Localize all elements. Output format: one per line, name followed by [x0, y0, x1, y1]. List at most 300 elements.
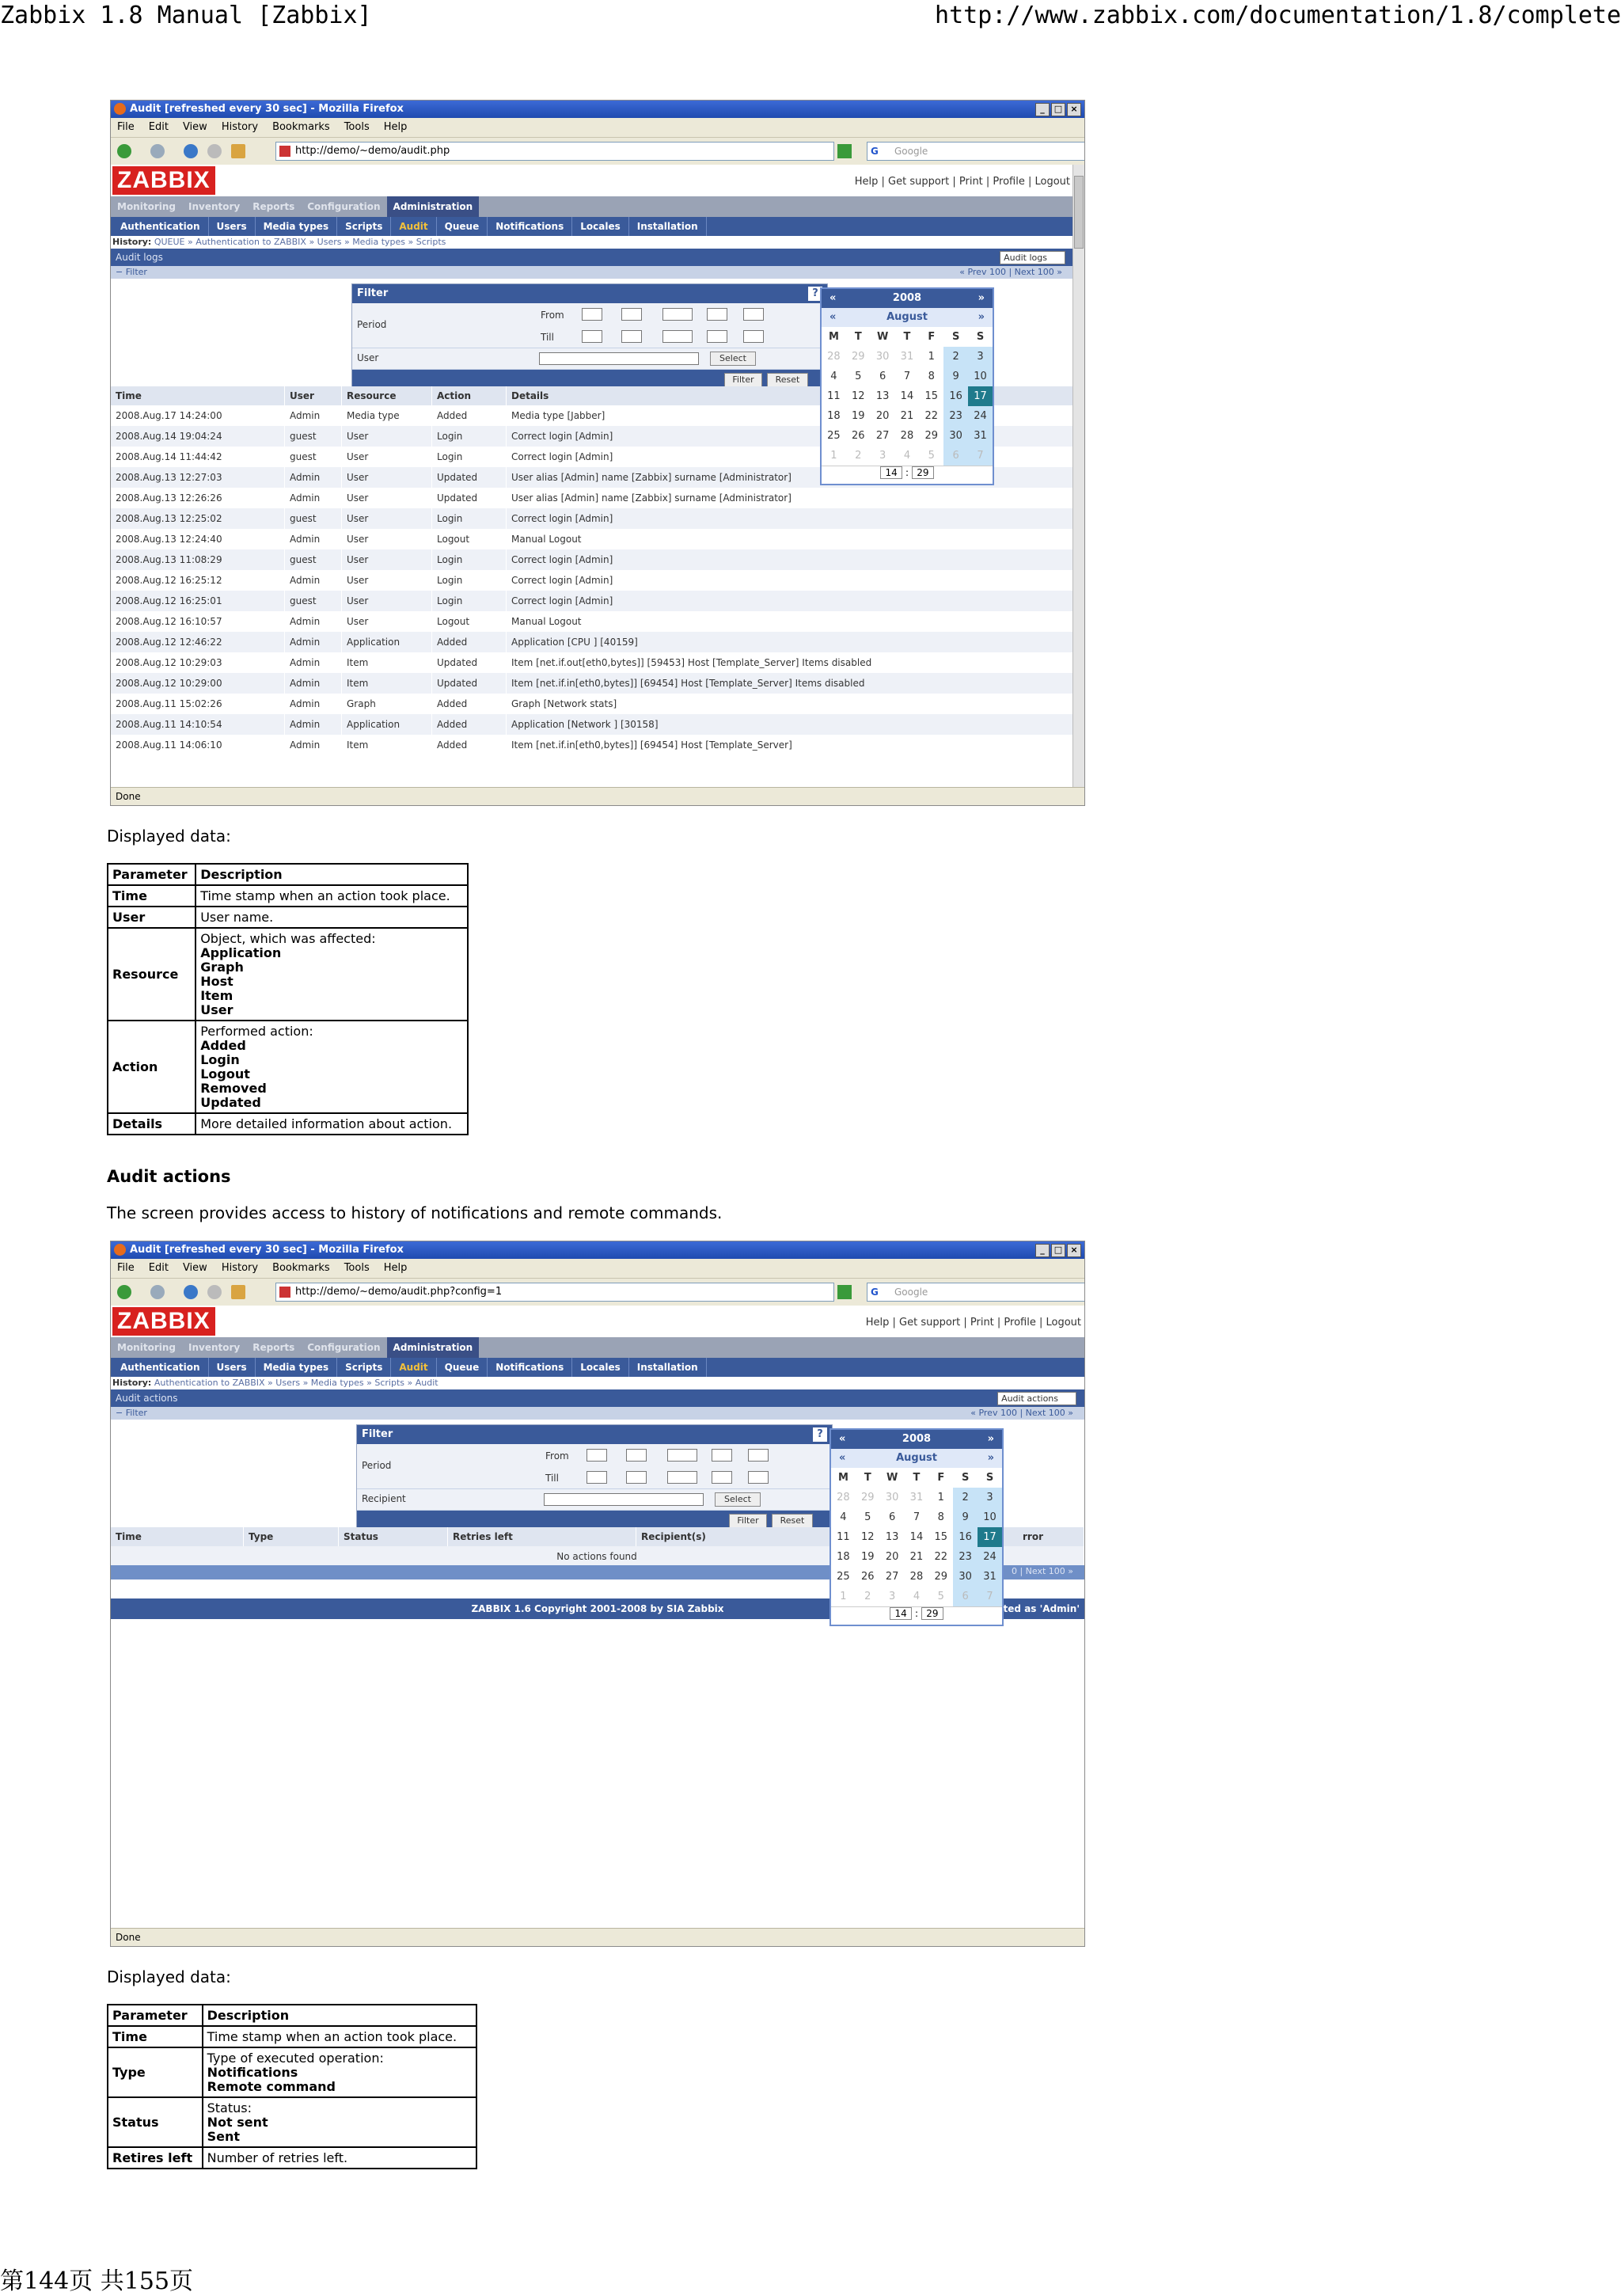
- cell-resource: User: [342, 488, 432, 508]
- from-year-input[interactable]: [667, 1449, 697, 1462]
- calendar-day[interactable]: 6: [943, 446, 968, 466]
- tab-reports[interactable]: Reports: [252, 1342, 295, 1353]
- tab-monitoring[interactable]: Monitoring: [117, 1342, 176, 1353]
- cell-user: guest: [285, 426, 342, 447]
- section-select[interactable]: Audit logs: [1000, 251, 1065, 264]
- cell-time: 2008.Aug.13 12:27:03: [111, 467, 285, 488]
- browser-menubar: [111, 118, 1084, 138]
- from-minute-input[interactable]: [743, 308, 764, 321]
- calendar-day[interactable]: 14: [900, 390, 914, 402]
- from-minute-input[interactable]: [748, 1449, 769, 1462]
- main-menu: [111, 196, 1073, 217]
- maximize-button[interactable]: □: [1051, 103, 1065, 116]
- calendar-day[interactable]: 27: [875, 430, 890, 442]
- cell-time: 2008.Aug.14 11:44:42: [111, 447, 285, 467]
- minimize-button[interactable]: _: [1035, 1244, 1050, 1257]
- back-icon[interactable]: [117, 1285, 131, 1299]
- close-button[interactable]: ×: [1067, 1244, 1081, 1257]
- calendar-day[interactable]: 28: [827, 351, 841, 363]
- filter-toggle[interactable]: − Filter: [116, 1408, 147, 1418]
- till-minute-input[interactable]: [743, 330, 764, 343]
- go-icon[interactable]: [837, 1285, 852, 1299]
- calendar-day[interactable]: 2: [855, 450, 862, 462]
- page-header-title: Zabbix 1.8 Manual [Zabbix]: [0, 2, 372, 29]
- calendar-day[interactable]: 4: [840, 1511, 847, 1523]
- reset-button[interactable]: Reset: [767, 373, 808, 387]
- till-minute-input[interactable]: [748, 1471, 769, 1484]
- calendar-day[interactable]: 25: [827, 430, 841, 442]
- calendar-day[interactable]: 5: [864, 1511, 871, 1523]
- calendar-day[interactable]: 12: [851, 390, 865, 402]
- forward-icon[interactable]: [150, 144, 165, 158]
- param-header: Parameter: [108, 864, 196, 885]
- menu-file[interactable]: File: [117, 1262, 135, 1274]
- tab-inventory[interactable]: Inventory: [188, 201, 241, 212]
- select-button[interactable]: Select: [715, 1492, 761, 1507]
- calendar-day[interactable]: 9: [943, 367, 968, 386]
- cell-action: Login: [432, 426, 507, 447]
- cell-details: Correct login [Admin]: [507, 426, 1073, 447]
- calendar-time: 14 : 29: [831, 1606, 1002, 1625]
- calendar-day[interactable]: 6: [879, 371, 886, 382]
- status-bar: Done: [111, 1928, 1084, 1946]
- subtab-installation[interactable]: Installation: [629, 217, 707, 236]
- calendar-day[interactable]: 28: [837, 1492, 850, 1503]
- param-desc-list: [196, 1021, 468, 1113]
- param-option: User: [200, 1002, 233, 1017]
- table-row: [111, 529, 1073, 549]
- section-titlebar: [111, 249, 1073, 266]
- till-month-input[interactable]: [621, 330, 642, 343]
- subtab-scripts[interactable]: Scripts: [337, 1358, 391, 1377]
- till-day-input[interactable]: [587, 1471, 607, 1484]
- subtab-media-types[interactable]: Media types: [256, 1358, 338, 1377]
- calendar-day[interactable]: 27: [885, 1571, 899, 1583]
- calendar-time: 14 : 29: [822, 466, 993, 484]
- history-path[interactable]: Authentication to ZABBIX » Users » Media types » Scripts » Audit: [154, 1378, 438, 1388]
- cell-time: 2008.Aug.13 11:08:29: [111, 549, 285, 570]
- calendar-grid: [831, 1468, 1002, 1606]
- calendar-day[interactable]: 31: [909, 1492, 924, 1503]
- param-name: Status: [108, 2097, 203, 2147]
- home-icon[interactable]: [231, 1285, 245, 1299]
- cell-resource: User: [342, 591, 432, 611]
- param-option: Host: [200, 974, 233, 989]
- calendar-minute-input[interactable]: 29: [921, 1607, 943, 1620]
- calendar-day[interactable]: 2: [864, 1591, 871, 1602]
- cell-time: 2008.Aug.12 16:10:57: [111, 611, 285, 632]
- period-row: [357, 1444, 832, 1489]
- recipient-input[interactable]: [544, 1493, 704, 1506]
- maximize-button[interactable]: □: [1051, 1244, 1065, 1257]
- subtab-notifications[interactable]: Notifications: [488, 1358, 572, 1377]
- help-icon[interactable]: ?: [808, 287, 822, 301]
- page-content: [111, 1306, 1084, 1929]
- calendar-day[interactable]: 28: [909, 1571, 924, 1583]
- forward-icon[interactable]: [150, 1285, 165, 1299]
- calendar-day[interactable]: 28: [900, 430, 914, 442]
- subtab-audit[interactable]: Audit: [391, 1358, 436, 1377]
- menu-tools[interactable]: Tools: [344, 1262, 370, 1274]
- stop-icon[interactable]: [207, 1285, 222, 1299]
- section-select[interactable]: Audit actions: [997, 1392, 1076, 1405]
- stop-icon[interactable]: [207, 144, 222, 158]
- from-hour-input[interactable]: [707, 308, 727, 321]
- column-time[interactable]: Time: [111, 386, 285, 405]
- cell-time: 2008.Aug.11 15:02:26: [111, 694, 285, 714]
- calendar-hour-input[interactable]: 14: [880, 466, 902, 479]
- column-status: Status: [339, 1527, 448, 1546]
- header-links[interactable]: Help | Get support | Print | Profile | Logout: [865, 1317, 1081, 1329]
- calendar-day[interactable]: 15: [924, 390, 939, 402]
- calendar-day[interactable]: 13: [885, 1531, 899, 1543]
- subtab-users[interactable]: Users: [209, 217, 256, 236]
- subtab-notifications[interactable]: Notifications: [488, 217, 572, 236]
- calendar-day[interactable]: 24: [978, 1547, 1002, 1567]
- address-bar[interactable]: http://demo/~demo/audit.php?config=1: [275, 1283, 834, 1302]
- section-title: Audit logs: [116, 252, 163, 263]
- menu-help[interactable]: Help: [383, 121, 408, 133]
- help-icon[interactable]: ?: [813, 1427, 827, 1442]
- calendar-day[interactable]: 25: [837, 1571, 850, 1583]
- calendar-day[interactable]: 17: [978, 1527, 1002, 1547]
- subtab-authentication[interactable]: Authentication: [112, 1358, 209, 1377]
- from-month-input[interactable]: [621, 308, 642, 321]
- till-label: Till: [541, 332, 554, 343]
- prev-month-button[interactable]: «: [839, 1452, 846, 1464]
- cell-action: Added: [432, 714, 507, 735]
- calendar-day[interactable]: 4: [830, 371, 837, 382]
- pager[interactable]: « Prev 100 | Next 100 »: [959, 267, 1062, 277]
- till-hour-input[interactable]: [712, 1471, 732, 1484]
- cell-details: Application [Network ] [30158]: [507, 714, 1073, 735]
- calendar-day[interactable]: 21: [900, 410, 914, 422]
- subtab-media-types[interactable]: Media types: [256, 217, 338, 236]
- bottom-pager[interactable]: 0 | Next 100 »: [1011, 1566, 1073, 1576]
- column-time[interactable]: Time: [111, 1527, 244, 1546]
- go-icon[interactable]: [837, 144, 852, 158]
- column-user: User: [285, 386, 342, 405]
- cell-details: Correct login [Admin]: [507, 570, 1073, 591]
- vertical-scrollbar[interactable]: [1072, 165, 1084, 788]
- param-option: Logout: [200, 1066, 250, 1081]
- till-label: Till: [545, 1473, 559, 1484]
- calendar-year: 2008: [902, 1433, 932, 1445]
- history-label: History:: [112, 1378, 152, 1388]
- cell-time: 2008.Aug.17 14:24:00: [111, 405, 285, 426]
- calendar-day[interactable]: 8: [937, 1511, 944, 1523]
- calendar-day[interactable]: 24: [968, 406, 993, 426]
- from-day-input[interactable]: [582, 308, 602, 321]
- home-icon[interactable]: [231, 144, 245, 158]
- calendar-day[interactable]: 18: [837, 1551, 850, 1563]
- subtab-users[interactable]: Users: [209, 1358, 256, 1377]
- menu-view[interactable]: View: [182, 1262, 207, 1274]
- cell-action: Login: [432, 447, 507, 467]
- day-name: S: [951, 331, 960, 343]
- till-hour-input[interactable]: [707, 330, 727, 343]
- tab-monitoring[interactable]: Monitoring: [117, 201, 176, 212]
- user-input[interactable]: [539, 352, 699, 365]
- subtab-audit[interactable]: Audit: [391, 217, 436, 236]
- calendar-day[interactable]: 17: [968, 386, 993, 406]
- header-links[interactable]: Help | Get support | Print | Profile | Logout: [854, 176, 1070, 188]
- calendar-day[interactable]: 29: [924, 430, 939, 442]
- filter-toggle-bar: [111, 1407, 1084, 1420]
- filter-box: [356, 1424, 833, 1532]
- tab-reports[interactable]: Reports: [252, 201, 295, 212]
- column-resource: Resource: [342, 386, 432, 405]
- menu-tools[interactable]: Tools: [344, 121, 370, 133]
- from-month-input[interactable]: [626, 1449, 647, 1462]
- tab-configuration[interactable]: Configuration: [307, 1342, 381, 1353]
- calendar-hour-input[interactable]: 14: [890, 1607, 912, 1620]
- prev-year-button[interactable]: «: [829, 292, 837, 304]
- menu-file[interactable]: File: [117, 121, 135, 133]
- calendar-day[interactable]: 12: [860, 1531, 875, 1543]
- calendar-day[interactable]: 11: [827, 390, 841, 402]
- cell-user: Admin: [285, 632, 342, 652]
- calendar-day[interactable]: 1: [928, 351, 935, 363]
- filter-button[interactable]: Filter: [724, 373, 762, 387]
- window-titlebar: [111, 1241, 1084, 1259]
- calendar-day[interactable]: 11: [837, 1531, 850, 1543]
- param-desc: Type of executed operation:: [207, 2051, 384, 2066]
- calendar-day[interactable]: 7: [968, 446, 993, 466]
- table-row: [111, 488, 1073, 508]
- prev-year-button[interactable]: «: [839, 1433, 846, 1445]
- calendar-day[interactable]: 3: [879, 450, 886, 462]
- subtab-installation[interactable]: Installation: [629, 1358, 707, 1377]
- calendar-day[interactable]: 26: [860, 1571, 875, 1583]
- cell-time: 2008.Aug.13 12:24:40: [111, 529, 285, 549]
- calendar-day[interactable]: 14: [909, 1531, 924, 1543]
- day-name: S: [985, 1472, 994, 1484]
- calendar-day[interactable]: 10: [968, 367, 993, 386]
- subtab-locales[interactable]: Locales: [572, 1358, 629, 1377]
- tab-configuration[interactable]: Configuration: [307, 201, 381, 212]
- param-header: Parameter: [108, 2005, 203, 2026]
- calendar-day[interactable]: 6: [953, 1587, 978, 1606]
- prev-month-button[interactable]: «: [829, 311, 837, 323]
- from-year-input[interactable]: [662, 308, 693, 321]
- menu-bookmarks[interactable]: Bookmarks: [272, 121, 330, 133]
- calendar-day[interactable]: 3: [978, 1488, 1002, 1507]
- menu-history[interactable]: History: [221, 121, 259, 133]
- till-year-input[interactable]: [667, 1471, 697, 1484]
- calendar-day[interactable]: 7: [978, 1587, 1002, 1606]
- filter-toggle[interactable]: − Filter: [116, 267, 147, 277]
- calendar-day[interactable]: 7: [913, 1511, 921, 1523]
- calendar-day[interactable]: 3: [968, 347, 993, 367]
- cell-resource: Application: [342, 632, 432, 652]
- calendar-day[interactable]: 9: [953, 1507, 978, 1527]
- calendar-day[interactable]: 22: [934, 1551, 948, 1563]
- menu-history[interactable]: History: [221, 1262, 259, 1274]
- subtab-scripts[interactable]: Scripts: [337, 217, 391, 236]
- cell-action: Login: [432, 549, 507, 570]
- cell-action: Updated: [432, 652, 507, 673]
- calendar-day[interactable]: 31: [978, 1567, 1002, 1587]
- from-day-input[interactable]: [587, 1449, 607, 1462]
- tab-administration[interactable]: Administration: [387, 1337, 480, 1358]
- column-type: Type: [244, 1527, 339, 1546]
- calendar-day[interactable]: 6: [888, 1511, 896, 1523]
- calendar-day[interactable]: 29: [851, 351, 865, 363]
- calendar-day[interactable]: 31: [900, 351, 914, 363]
- param-name: Details: [108, 1113, 196, 1135]
- calendar-popup: [829, 1428, 1004, 1626]
- cell-time: 2008.Aug.14 19:04:24: [111, 426, 285, 447]
- next-year-button[interactable]: »: [978, 292, 985, 304]
- calendar-day[interactable]: 1: [937, 1492, 944, 1503]
- calendar-day[interactable]: 2: [943, 347, 968, 367]
- cell-details: Media type [Jabber]: [507, 405, 1073, 426]
- cell-details: Correct login [Admin]: [507, 549, 1073, 570]
- search-input[interactable]: G Google: [867, 1283, 1085, 1302]
- close-button[interactable]: ×: [1067, 103, 1081, 116]
- cell-user: guest: [285, 508, 342, 529]
- calendar-day[interactable]: 1: [830, 450, 837, 462]
- cell-resource: Item: [342, 673, 432, 694]
- sub-menu: [111, 217, 1073, 236]
- audit-logs-parameter-table: [107, 863, 469, 1135]
- filter-title: Filter: [362, 1428, 393, 1440]
- firefox-icon: [114, 103, 126, 115]
- calendar-day[interactable]: 7: [903, 371, 911, 382]
- calendar-day[interactable]: 30: [875, 351, 890, 363]
- calendar-day[interactable]: 15: [934, 1531, 948, 1543]
- calendar-day[interactable]: 21: [909, 1551, 924, 1563]
- from-label: From: [541, 310, 564, 321]
- select-button[interactable]: Select: [710, 352, 756, 366]
- audit-actions-parameter-table: [107, 2004, 477, 2169]
- calendar-day[interactable]: 29: [934, 1571, 948, 1583]
- param-desc: Number of retries left.: [203, 2147, 476, 2169]
- param-name: Action: [108, 1021, 196, 1113]
- page-header: [0, 0, 1621, 35]
- calendar-grid: [822, 327, 993, 466]
- search-input[interactable]: G Google: [867, 142, 1085, 161]
- cell-details: User alias [Admin] name [Zabbix] surname [Administrator]: [507, 488, 1073, 508]
- reload-icon[interactable]: [184, 144, 198, 158]
- cell-user: Admin: [285, 652, 342, 673]
- subtab-locales[interactable]: Locales: [572, 217, 629, 236]
- period-label: Period: [357, 319, 387, 330]
- calendar-day[interactable]: 26: [851, 430, 865, 442]
- subtab-authentication[interactable]: Authentication: [112, 217, 209, 236]
- calendar-minute-input[interactable]: 29: [912, 466, 934, 479]
- param-desc-list: [203, 2047, 476, 2097]
- calendar-day[interactable]: 16: [943, 386, 968, 406]
- pager[interactable]: « Prev 100 | Next 100 »: [970, 1408, 1073, 1418]
- zabbix-header: [111, 165, 1073, 196]
- calendar-day[interactable]: 2: [953, 1488, 978, 1507]
- calendar-day[interactable]: 30: [953, 1567, 978, 1587]
- tab-inventory[interactable]: Inventory: [188, 1342, 241, 1353]
- calendar-day[interactable]: 5: [855, 371, 862, 382]
- filter-button[interactable]: Filter: [729, 1514, 767, 1528]
- cell-user: guest: [285, 549, 342, 570]
- next-month-button[interactable]: »: [978, 311, 985, 323]
- cell-time: 2008.Aug.12 16:25:01: [111, 591, 285, 611]
- calendar-day[interactable]: 22: [924, 410, 939, 422]
- calendar-day[interactable]: 20: [875, 410, 890, 422]
- calendar-day[interactable]: 4: [903, 450, 911, 462]
- cell-time: 2008.Aug.11 14:10:54: [111, 714, 285, 735]
- calendar-day[interactable]: 8: [928, 371, 935, 382]
- screenshot-audit-logs: [110, 100, 1085, 806]
- till-month-input[interactable]: [626, 1471, 647, 1484]
- back-icon[interactable]: [117, 144, 131, 158]
- calendar-day[interactable]: 3: [888, 1591, 896, 1602]
- calendar-day[interactable]: 31: [968, 426, 993, 446]
- calendar-day[interactable]: 30: [885, 1492, 899, 1503]
- calendar-day[interactable]: 29: [860, 1492, 875, 1503]
- table-row: [111, 632, 1073, 652]
- calendar-day[interactable]: 18: [827, 410, 841, 422]
- calendar-day[interactable]: 4: [913, 1591, 921, 1602]
- tab-administration[interactable]: Administration: [387, 196, 480, 217]
- calendar-day[interactable]: 23: [943, 406, 968, 426]
- minimize-button[interactable]: _: [1035, 103, 1050, 116]
- cell-details: Graph [Network stats]: [507, 694, 1073, 714]
- next-year-button[interactable]: »: [987, 1433, 994, 1445]
- desc-header: Description: [196, 864, 468, 885]
- history-path[interactable]: QUEUE » Authentication to ZABBIX » Users » Media types » Scripts: [154, 237, 446, 247]
- calendar-day[interactable]: 10: [978, 1507, 1002, 1527]
- period-row: [352, 303, 827, 348]
- param-option: Remote command: [207, 2079, 336, 2094]
- reset-button[interactable]: Reset: [772, 1514, 813, 1528]
- cell-time: 2008.Aug.13 12:25:02: [111, 508, 285, 529]
- subtab-queue[interactable]: Queue: [437, 217, 488, 236]
- calendar-day[interactable]: 19: [860, 1551, 875, 1563]
- calendar-day[interactable]: 30: [943, 426, 968, 446]
- cell-user: Admin: [285, 714, 342, 735]
- window-title: Audit [refreshed every 30 sec] - Mozilla Firefox: [130, 103, 404, 115]
- recipient-label: Recipient: [362, 1493, 406, 1504]
- till-year-input[interactable]: [662, 330, 693, 343]
- subtab-queue[interactable]: Queue: [437, 1358, 488, 1377]
- browser-navbar: [111, 1279, 1084, 1306]
- calendar-day[interactable]: 13: [875, 390, 890, 402]
- calendar-month-row: [822, 308, 993, 327]
- calendar-day[interactable]: 1: [840, 1591, 847, 1602]
- table-row: [111, 673, 1073, 694]
- calendar-day[interactable]: 19: [851, 410, 865, 422]
- menu-edit[interactable]: Edit: [148, 121, 169, 133]
- cell-action: Added: [432, 632, 507, 652]
- displayed-data-label-1: Displayed data:: [107, 827, 231, 846]
- next-month-button[interactable]: »: [987, 1452, 994, 1464]
- till-day-input[interactable]: [582, 330, 602, 343]
- calendar-day[interactable]: 16: [953, 1527, 978, 1547]
- calendar-day[interactable]: 5: [937, 1591, 944, 1602]
- reload-icon[interactable]: [184, 1285, 198, 1299]
- address-bar[interactable]: http://demo/~demo/audit.php: [275, 142, 834, 161]
- menu-help[interactable]: Help: [383, 1262, 408, 1274]
- menu-view[interactable]: View: [182, 121, 207, 133]
- from-hour-input[interactable]: [712, 1449, 732, 1462]
- calendar-day[interactable]: 20: [885, 1551, 899, 1563]
- menu-bookmarks[interactable]: Bookmarks: [272, 1262, 330, 1274]
- menu-edit[interactable]: Edit: [148, 1262, 169, 1274]
- calendar-day[interactable]: 5: [928, 450, 935, 462]
- column-error: rror: [841, 1527, 1084, 1546]
- calendar-day[interactable]: 23: [953, 1547, 978, 1567]
- day-name: S: [976, 331, 985, 343]
